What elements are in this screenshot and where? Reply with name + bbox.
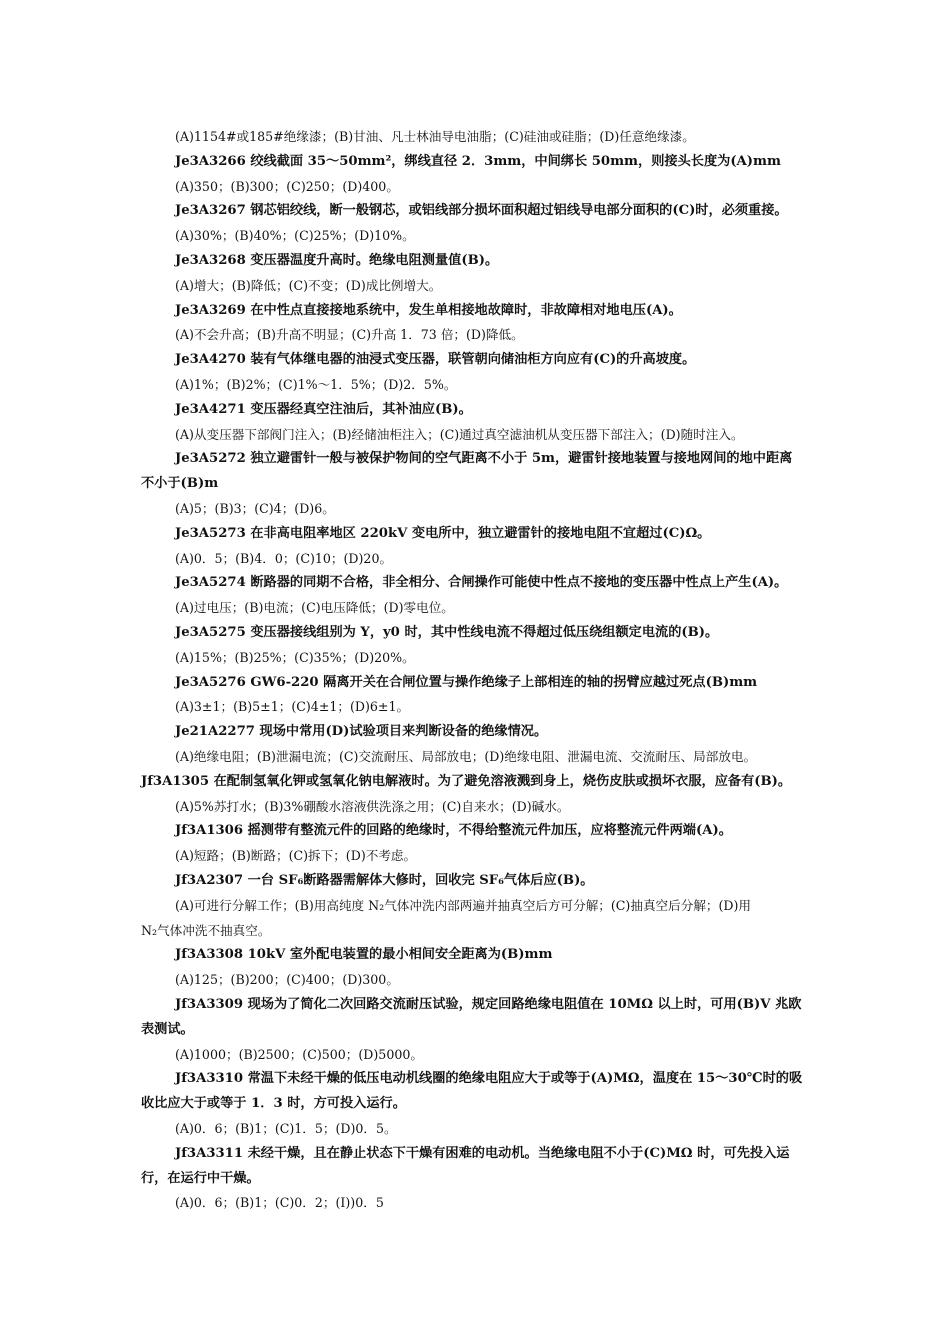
question-line: Je3A3267 钢芯铝绞线，断一般钢芯，或铝线部分损坏面积超过铝线导电部分面积的(C)时，必须重接。 <box>175 203 788 219</box>
answer-options-line: (A)不会升高；(B)升高不明显；(C)升高 1．73 倍；(D)降低。 <box>175 327 524 343</box>
question-line: Je21A2277 现场中常用(D)试验项目来判断设备的绝缘情况。 <box>175 724 548 740</box>
answer-options-line: (A)绝缘电阻；(B)泄漏电流；(C)交流耐压、局部放电；(D)绝缘电阻、泄漏电流、交流耐压、局部放电。 <box>175 749 757 764</box>
question-line: Jf3A3310 常温下未经干燥的低压电动机线圈的绝缘电阻应大于或等于(A)MΩ，温度在 15～30℃时的吸 <box>175 1071 803 1087</box>
question-line: Je3A4271 变压器经真空注油后，其补油应(B)。 <box>175 401 472 417</box>
question-line: Je3A5272 独立避雷针一般与被保护物间的空气距离不小于 5m，避雷针接地装置与接地网间的地中距离 <box>175 451 793 467</box>
answer-options-line: (A)0．6；(B)1；(C)0．2；(I))0．5 <box>175 1195 384 1211</box>
question-line: 不小于(B)m <box>141 476 219 492</box>
answer-options-line: (A)从变压器下部阀门注入；(B)经储油柜注入；(C)通过真空滤油机从变压器下部注入；(D)随时注入。 <box>175 426 744 442</box>
answer-options-line: (A)3±1；(B)5±1；(C)4±1；(D)6±1。 <box>175 699 410 715</box>
answer-options-line: (A)0．6；(B)1；(C)1．5；(D)0．5。 <box>175 1121 397 1136</box>
answer-options-line: (A)125；(B)200；(C)400；(D)300。 <box>175 972 399 988</box>
answer-options-line: (A)350；(B)300；(C)250；(D)400。 <box>175 178 399 194</box>
answer-options-line: (A)1154#或185#绝缘漆；(B)甘油、凡士林油导电油脂；(C)硅油或硅脂；(D)任意绝缘漆。 <box>175 129 695 144</box>
answer-options-line: (A)0．5；(B)4．0；(C)10；(D)20。 <box>175 550 393 566</box>
answer-options-line: (A)1%；(B)2%；(C)1%～1．5%；(D)2．5%。 <box>175 377 457 392</box>
question-line: Jf3A1306 摇测带有整流元件的回路的绝缘时，不得给整流元件加压，应将整流元件两端(A)。 <box>175 823 732 839</box>
answer-options-line: (A)15%；(B)25%；(C)35%；(D)20%。 <box>175 649 415 665</box>
answer-options-line: (A)30%；(B)40%；(C)25%；(D)10%。 <box>175 228 415 244</box>
question-line: Je3A3269 在中性点直接接地系统中，发生单相接地故障时，非故障相对地电压(A)。 <box>175 302 682 318</box>
question-line: 收比应大于或等于 1．3 时，方可投入运行。 <box>141 1096 406 1112</box>
answer-options-line: (A)1000；(B)2500；(C)500；(D)5000。 <box>175 1046 423 1062</box>
question-line: Jf3A1305 在配制氢氧化钾或氢氧化钠电解液时。为了避免溶液溅到身上，烧伤皮肤或损坏衣服，应备有(B)。 <box>141 773 792 789</box>
question-line: 表测试。 <box>141 1021 194 1037</box>
answer-options-line: (A)短路；(B)断路；(C)拆下；(D)不考虑。 <box>175 848 417 864</box>
question-line: Je3A3266 绞线截面 35～50mm²，绑线直径 2．3mm，中间绑长 50mm，则接头长度为(A)mm <box>175 153 781 169</box>
answer-options-line: (A)5%苏打水；(B)3%硼酸水溶液供洗涤之用；(C)自来水；(D)碱水。 <box>175 798 570 814</box>
question-line: Jf3A3308 10kV 室外配电装置的最小相间安全距离为(B)mm <box>175 947 553 963</box>
answer-options-line: (A)5；(B)3；(C)4；(D)6。 <box>175 501 335 516</box>
answer-options-line: (A)增大；(B)降低；(C)不变；(D)成比例增大。 <box>175 277 442 293</box>
question-line: Je3A5273 在非高电阻率地区 220kV 变电所中，独立避雷针的接地电阻不宜超过(C)Ω。 <box>175 525 711 541</box>
question-line: Je3A5276 GW6-220 隔离开关在合闸位置与操作绝缘子上部相连的轴的拐臂应越过死点(B)mm <box>175 674 758 690</box>
question-line: Je3A5275 变压器接线组别为 Y，y0 时，其中性线电流不得超过低压绕组额定电流的(B)。 <box>175 625 719 640</box>
question-line: Jf3A3309 现场为了简化二次回路交流耐压试验，规定回路绝缘电阻值在 10MΩ 以上时，可用(B)V 兆欧 <box>175 997 802 1012</box>
question-line: Je3A4270 装有气体继电器的油浸式变压器，联管朝向储油柜方向应有(C)的升高坡度。 <box>175 352 696 368</box>
question-line: Je3A5274 断路器的同期不合格，非全相分、合闸操作可能使中性点不接地的变压器中性点上产生(A)。 <box>175 575 788 591</box>
question-line: Je3A3268 变压器温度升高时。绝缘电阻测量值(B)。 <box>175 253 499 268</box>
answer-options-line: (A)可进行分解工作；(B)用高纯度 N₂气体冲洗内部两遍并抽真空后方可分解；(C)抽真空后分解；(D)用 <box>175 897 752 913</box>
question-line: Jf3A3311 未经干燥，且在静止状态下干燥有困难的电动机。当绝缘电阻不小于(C)MΩ 时，可先投入运 <box>175 1145 790 1161</box>
answer-options-line: (A)过电压；(B)电流；(C)电压降低；(D)零电位。 <box>175 600 454 616</box>
answer-options-line: N₂气体冲洗不抽真空。 <box>141 922 271 938</box>
question-line: 行，在运行中干燥。 <box>141 1170 260 1186</box>
question-line: Jf3A2307 一台 SF₆断路器需解体大修时，回收完 SF₆气体后应(B)。 <box>175 873 594 888</box>
